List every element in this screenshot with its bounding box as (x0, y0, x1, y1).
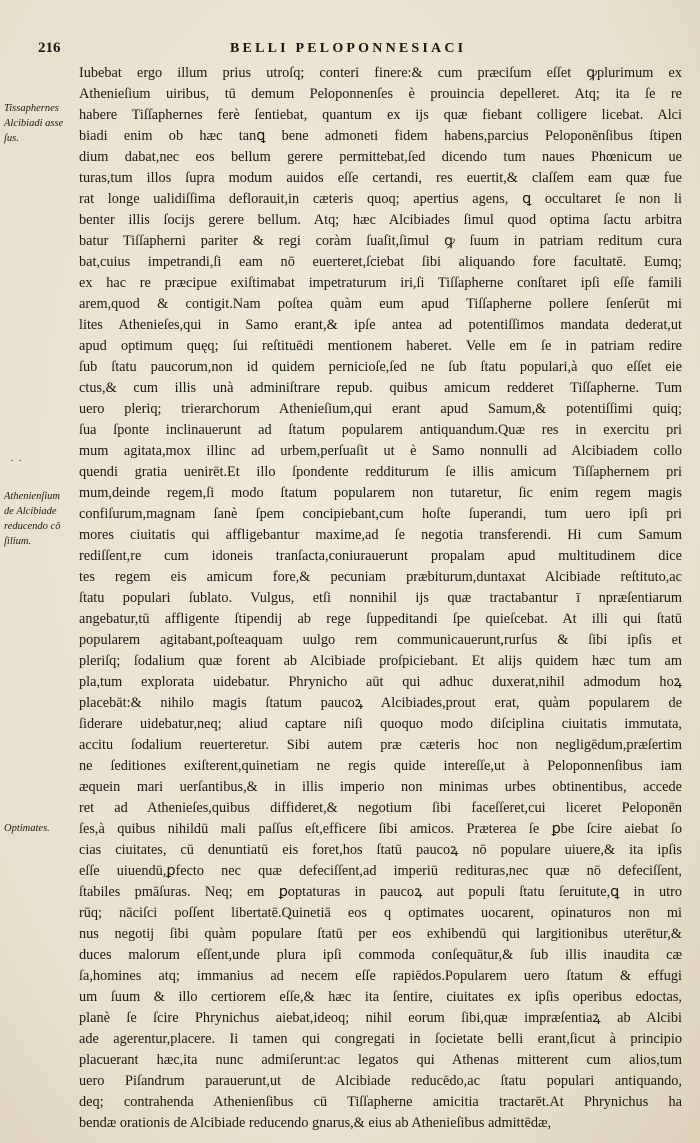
text-line: batur Tiſſapherni pariter & regi coràm ſuaſit,ſimul ꝙ ſuum in patriam reditum cura (79, 233, 682, 249)
margin-note-line: de Alcibiade (4, 506, 57, 517)
text-line: benter illis ſocijs gerere bellum. Atq; hæc Alcibiades ſimul quod optima ſactu arbitra (79, 212, 682, 228)
text-line: confiſurum,magnam ſanè ſpem concipiebant,cum hoſte ſuperandi, tum uero ipſi pri (79, 506, 682, 522)
margin-note-optimates (4, 821, 78, 836)
text-line: ſub ſtatu paucorum,non id quidem pernicioſe,ſed ne ſub ſtatu populari,à quo eſſet eie (79, 359, 682, 375)
body-text (79, 63, 682, 1134)
margin-mark: · · (10, 455, 24, 467)
text-line: rediſſent,re cum idoneis tranſacta,coniurauerunt propalam apud multitudinem dice (79, 548, 682, 564)
text-line: Athenieſium uiribus, tū demum Peloponnenſes è prouincia depelleret. Atq; ita ſe re (79, 86, 682, 102)
text-line: ctus,& cum illis unà adminiſtrare repub. quibus amicum redderet Tiſſapherne. Tum (79, 380, 682, 396)
margin-note-line: Athenienſium (4, 491, 60, 502)
text-line: ret ad Athenieſes,quibus diffideret,& negotium ſibi faceſſeret,cui liceret Peloponēn (79, 800, 682, 816)
text-line: cias ciuitates, cū denuntiatū eis foret,hos ſtatū paucoꝝ nō populare uiuere,& ita ipſis (79, 842, 682, 858)
text-line: placuerant hæc,ita nunc admiſerunt:ac legatos qui Athenas mitterent cum alios,tum (79, 1052, 682, 1068)
text-line: lites Athenieſes,qui in Samo erant,& ipſe antea ad potentiſſimos mandata dederat,ut (79, 317, 682, 333)
text-line: ex hac re præcipue exiſtimabat impetraturum iri,ſi Tiſſapherne conſtaret ipſi eſſe famili (79, 275, 682, 291)
text-line: mores ciuitatis qui affligebantur maxime,ad ſe negotia transferendi. Hi cum Samum (79, 527, 682, 543)
text-line: duces malorum eſſent,unde plura ipſi commoda conſequātur,& ſub illis inaudita cæ (79, 947, 682, 963)
margin-note-line: Tissaphernes (4, 103, 59, 114)
margin-note-line: reducendo cō (4, 521, 61, 532)
text-line: mum agitata,mox illinc ad urbem,perſuaſit ut è Samo nonnulli ad Alcibiadem collo (79, 443, 682, 459)
text-line: bendæ orationis de Alcibiade reducendo gnarus,& eius ab Athenieſibus admittēdæ, (79, 1115, 552, 1131)
page-number: 216 (38, 40, 61, 56)
text-line: eſſe uiuendū,ꝑfecto nec quæ defeciſſent,ad imperiū redituras,nec quæ nō defeciſſent, (79, 863, 682, 879)
text-line: deq; contrahenda Athenienſibus cū Tiſſapherne amicitia tractarēt.At Phrynichus ha (79, 1094, 682, 1110)
text-line: ſtabiles pmāſuras. Neq; em ꝑoptaturas in paucoꝝ aut populi ſtatu ſeruitute,ꝗ in utro (79, 884, 682, 900)
text-line: planè ſe ſcire Phrynichus aiebat,ideoq; nihil eorum ſibi,quæ impræſentiaꝝ ab Alcibi (79, 1010, 682, 1026)
text-line: uero Piſandrum parauerunt,ut de Alcibiade reducēdo,ac ſtatu populari antiquando, (79, 1073, 682, 1089)
running-head: BELLI PELOPONNESIACI (230, 41, 467, 56)
text-line: arem,quod & contigit.Nam poſtea quàm eum apud Tiſſapherne pollere ſenſerūt mi (79, 296, 682, 312)
text-line: turas,tum illos ſupra modum auidos eſſe certandi, res euertit,& claſſem eam quæ fue (79, 170, 682, 186)
text-line: mum,deinde regem,ſi modo ſtatum popularem non tutaretur, ſic enim regem magis (79, 485, 682, 501)
text-line: angebatur,tū affligente ſtipendij ab rege ſuppeditandi ſpe quieſcebat. At illi qui ſtatū (79, 611, 682, 627)
text-line: um ſuum & illo certiorem eſſe,& hæc ita ſentire, ciuitates ex ipſis operibus edoctas, (79, 989, 682, 1005)
text-line: ſa,homines atq; immanius ad necem eſſe rapiēdos.Popularem uero ſtatum & effugi (79, 968, 682, 984)
text-line: bat,cuius impetrandi,ſi eam nō euerteret,ſciebat ſibi aliquando fore facultatē. Eumq; (79, 254, 682, 270)
margin-note-athenienses (4, 489, 78, 549)
text-line: dium dabat,nec eos bellum gerere permittebat,ſed dicendo tum naues Phœnicum ue (79, 149, 682, 165)
margin-note-line: ſilium. (4, 536, 32, 547)
text-line: pleriſq; ſodalium quæ forent ab Alcibiade proſpiciebant. Et alijs quidem hæc tum am (79, 653, 682, 669)
text-line: tes regem eis amicum fore,& pecuniam præbiturum,duntaxat Alcibiade reſtituto,ac (79, 569, 682, 585)
margin-note-line: Optimates. (4, 823, 50, 834)
text-line: Iubebat ergo illum prius utroſq; conteri finere:& cum præciſum eſſet ꝙplurimum ex (79, 65, 682, 81)
text-line: ſes,à quibus nihildū mali paſſus eſt,efficere ſibi amicos. Præterea ſe ꝑbe ſcire aiebat ſo (79, 821, 682, 837)
page-header (38, 40, 678, 60)
text-line: habere Tiſſaphernes ferè ſentiebat, quantum ex ijs quæ fiebant colligere licebat. Alci (79, 107, 682, 123)
margin-note-tissaphernes (4, 101, 78, 146)
text-line: apud optimum quęq; ſui reſtituēdi mentionem haberet. Velle em ſe in patriam redire (79, 338, 682, 354)
text-line: placebāt:& nihilo magis ſtatum paucoꝝ Alcibiades,prout erat, quàm popularem de (79, 695, 682, 711)
text-line: rat longe ualidiſſima deflorauit,in cæteris quoq; apertius agens, ꝗ occultaret ſe non li (79, 191, 682, 207)
text-line: ſtatu populari ſublato. Vulgus, etſi nonnihil ijs quæ tractabantur ī npræſentiarum (79, 590, 682, 606)
margin-note-line: Alcibiadi asse (4, 118, 64, 129)
text-line: rūq; nāciſci poſſent libertatē.Quinetiā eos q optimates uocarent, opinaturos non mi (79, 905, 682, 921)
text-line: quendi gratia uenirēt.Et illo ſpondente redditurum ſe illis amicum Tiſſaphernem pri (79, 464, 682, 480)
margin-note-line: ſus. (4, 133, 19, 144)
text-line: pla,tum explorata uidebatur. Phrynicho aūt qui adhuc duxerat,nihil admodum hoꝝ (79, 674, 682, 690)
text-line: ſua ſponte inclinauerunt ad ſtatum popularem antiquandum.Quæ res in exercitu pri (79, 422, 682, 438)
text-line: uero pleriq; trierarchorum Athenieſium,qui erant apud Samum,& potentiſſimi quiq; (79, 401, 682, 417)
text-line: popularem agitabant,poſteaquam uulgo rem communicauerunt,rurſus & ſibi ipſis et (79, 632, 682, 648)
margin-notes (4, 0, 78, 1143)
text-line: ne ſeditiones exiſterent,quinetiam ne regis quide intereſſe,ut à Peloponnenſibus iam (79, 758, 682, 774)
text-line: accitu ſodalium reuerteretur. Sibi autem præ cæteris hoc non negligēdum,præſertim (79, 737, 682, 753)
text-line: ſiderare uidebatur,neq; aliud captare niſi quoquo modo diſciplina ciuitatis immutata, (79, 716, 682, 732)
text-line: æquein mari uerſantibus,& in illis imperio non minimas urbes obtinentibus, accede (79, 779, 682, 795)
text-line: biadi enim ob hæc tanꝗ bene admoneti fidem habens,parcius Peloponēnſibus ſtipen (79, 128, 682, 144)
text-line: ade agerentur,placere. Ii tamen qui congregati in ſocietate belli erant,ſicut à principio (79, 1031, 682, 1047)
text-line: nus negotij ſibi quàm populare ſtatū per eos exhibendū qui largitionibus uterētur,& (79, 926, 682, 942)
